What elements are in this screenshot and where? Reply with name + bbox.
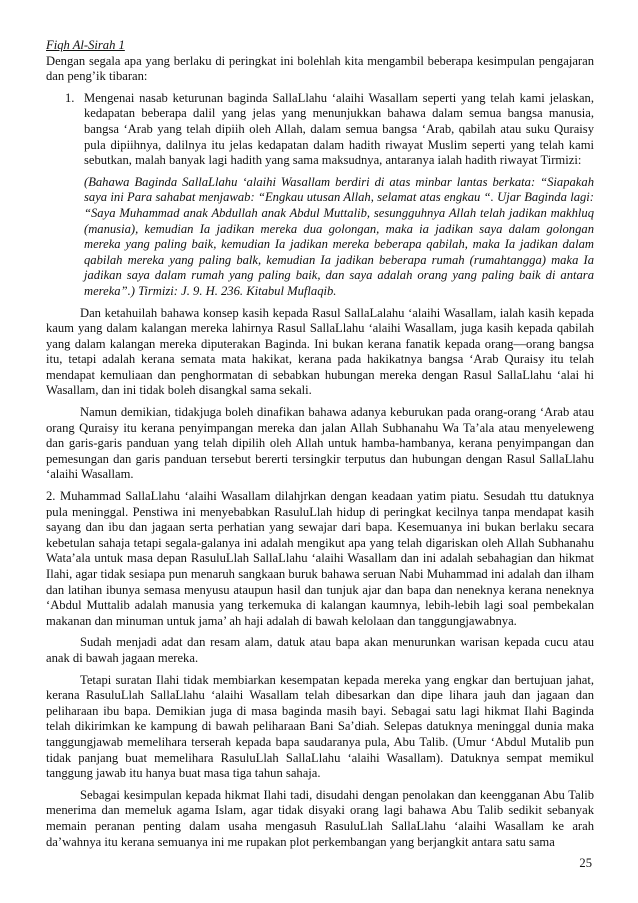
list-item-text: Mengenai nasab keturunan baginda SallaLlahu ‘alaihi Wasallam seperti yang telah kami jelaskan, kedapatan beberapa dalil yang jelas yang menunjukkan bahawa dalam semua bangsa manusia, bangsa ‘Arab yang telah dipiih oleh Allah, dalam semua bangsa ‘Arab, qabilah atau suku Quraisy pula dipiihnya, dalilnya itu jelas kedapatan dalam hadith riwayat Muslim seperti yang telah kami sebutkan, malah banyak lagi hadith yang sama maksudnya, antaranya ialah hadith riwayat Tirmizi: (84, 90, 594, 168)
intro-paragraph: Dengan segala apa yang berlaku di peringkat ini bolehlah kita mengambil beberapa kesimpulan pengajaran dan peng’ik tibaran: (46, 53, 594, 84)
body-paragraph-1: Dan ketahuilah bahawa konsep kasih kepada Rasul SallaLalahu ‘alaihi Wasallam, ialah kasih kepada kaum yang dalam kalangan mereka lahirnya Rasul SallaLlahu ‘alaihi Wasallam, juga kasih kepada qabilah yang dalam kalangan mereka diputerakan Baginda. Ini bukan kerana fanatik kepada orang—orang bangsa itu, tetapi adalah kerana semata mata hakikat, kerana pada hakikatnya bangsa ‘Arab Quraisy itu telah mendapat kemuliaan dan penghormatan di sebabkan hubungan mereka dengan Rasul SallaLlahu ‘alai hi Wasallam, dan ini tidak boleh disangkal sama sekali. (46, 305, 594, 398)
running-header: Fiqh Al-Sirah 1 (46, 38, 125, 52)
list-item-2: 2. Muhammad SallaLlahu ‘alaihi Wasallam dilahjrkan dengan keadaan yatim piatu. Sesudah ttu datuknya pula meninggal. Penstiwa ini menyebabkan RasuluLlah hidup di peringkat kecilnya tanpa mendapat kasih sayang dan ibu dan jagaan serta perhatian yang sewajar dari bapa. Kesemuanya ini bukan berlaku secara kebetulan sahaja tetapi segala-galanya ini adalah mengikut apa yang telah digariskan oleh Allah Subhanahu Wata’ala untuk masa depan RasuluLlah SallaLlahu ‘alaihi Wasallam dan ini adalah sebahagian dan hikmat Ilahi, agar tidak sesiapa pun menaruh sangkaan buruk bahawa seruan Nabi Muhammad ini adalah dan ilham dan latihan ibunya semasa menyusu ataupun hasil dan tunjuk ajar dan bapa dan neneknya kerana neneknya ‘Abdul Muttalib adalah manusia yang terkemuka di kalangan kaumnya, lebih-lebih lagi soal pembekalan makanan dan minuman untuk jama’ ah haji adalah di bawah kelolaan dan tanggungjawabnya. (46, 489, 594, 628)
hadith-quote: (Bahawa Baginda SallaLlahu ‘alaihi Wasallam berdiri di atas minbar lantas berkata: “Siapakah saya ini Para sahabat menjawab: “Engkau utusan Allah, selamat atas engkau “. Ujar Baginda lagi: “Saya Muhammad anak Abdullah anak Abdul Muttalib, sesungguhnya Allah telah jadikan makhluq (manusia), kemudian Ia jadikan mereka dua golongan, maka ia jadikan saya dalam golongan mereka yang paling baik, kemudian Ia jadikan mereka beberapa qabilah, maka Ia jadikan dalam qabilah mereka yang paling balk, kemudian Ia jadikan beberapa rumah (rumahtangga) maka Ia jadikan saya dalam rumah yang paling baik, dan saya adalah orang yang paling baik di antara mereka”.) Tirmizi: J. 9. H. 236. Kitabul Muflaqib. (84, 174, 594, 298)
body-paragraph-4: Tetapi suratan Ilahi tidak membiarkan kesempatan kepada mereka yang engkar dan bertujuan jahat, kerana RasuluLlah SallaLlahu ‘alaihi Wasallam telah dibesarkan dan dipe lihara jauh dan jagaan dan peliharaan ibu bapa. Demikian juga di masa baginda masih bayi. Sebagai satu lagi hikmat Ilahi Baginda telah dikirimkan ke kampung di bawah peliharaan Bani Sa’diah. Selepas datuknya meninggal dunia maka tanggungjawab memelihara terserah kepada bapa saudaranya pula, Abu Talib. (Umur ‘Abdul Mutalib pun tidak panjang buat memelihara RasuluLlah SallaLlahu ‘alaihi Wasallam). Datuknya sempat memikul tanggung jawab itu hanya buat masa tiga tahun sahaja. (46, 672, 594, 781)
page-number: 25 (579, 856, 592, 870)
body-paragraph-5: Sebagai kesimpulan kepada hikmat Ilahi tadi, disudahi dengan penolakan dan keengganan Abu Talib menerima dan memeluk agama Islam, agar tidak disyaki orang lagi bahawa Abu Talib sedikit sebanyak memain peranan penting dalam usaha mengasuh RasuluLlah SallaLlahu ‘alaihi Wasallam ke arah da’wahnya itu kerana semuanya ini me rupakan plot perkembangan yang berjangkit antara satu sama (46, 787, 594, 849)
body-paragraph-2: Namun demikian, tidakjuga boleh dinafikan bahawa adanya keburukan pada orang-orang ‘Arab atau orang Quraisy itu kerana penyimpangan mereka dan jalan Allah Subhanahu Wa Ta’ala atau menyeleweng dan garis-garis panduan yang telah dipilih oleh Allah untuk hamba-hambanya, kerana penyimpangan dan pemesungan dan garis panduan tersebut bererti tersingkir terputus dan hubungan dengan Rasul SallaLlahu ‘alaihi Wasallam. (46, 405, 594, 482)
body-paragraph-3: Sudah menjadi adat dan resam alam, datuk atau bapa akan menurunkan warisan kepada cucu atau anak di bawah jagaan mereka. (46, 635, 594, 665)
list-item-1 (46, 91, 594, 169)
list-number: 1. (65, 90, 75, 105)
